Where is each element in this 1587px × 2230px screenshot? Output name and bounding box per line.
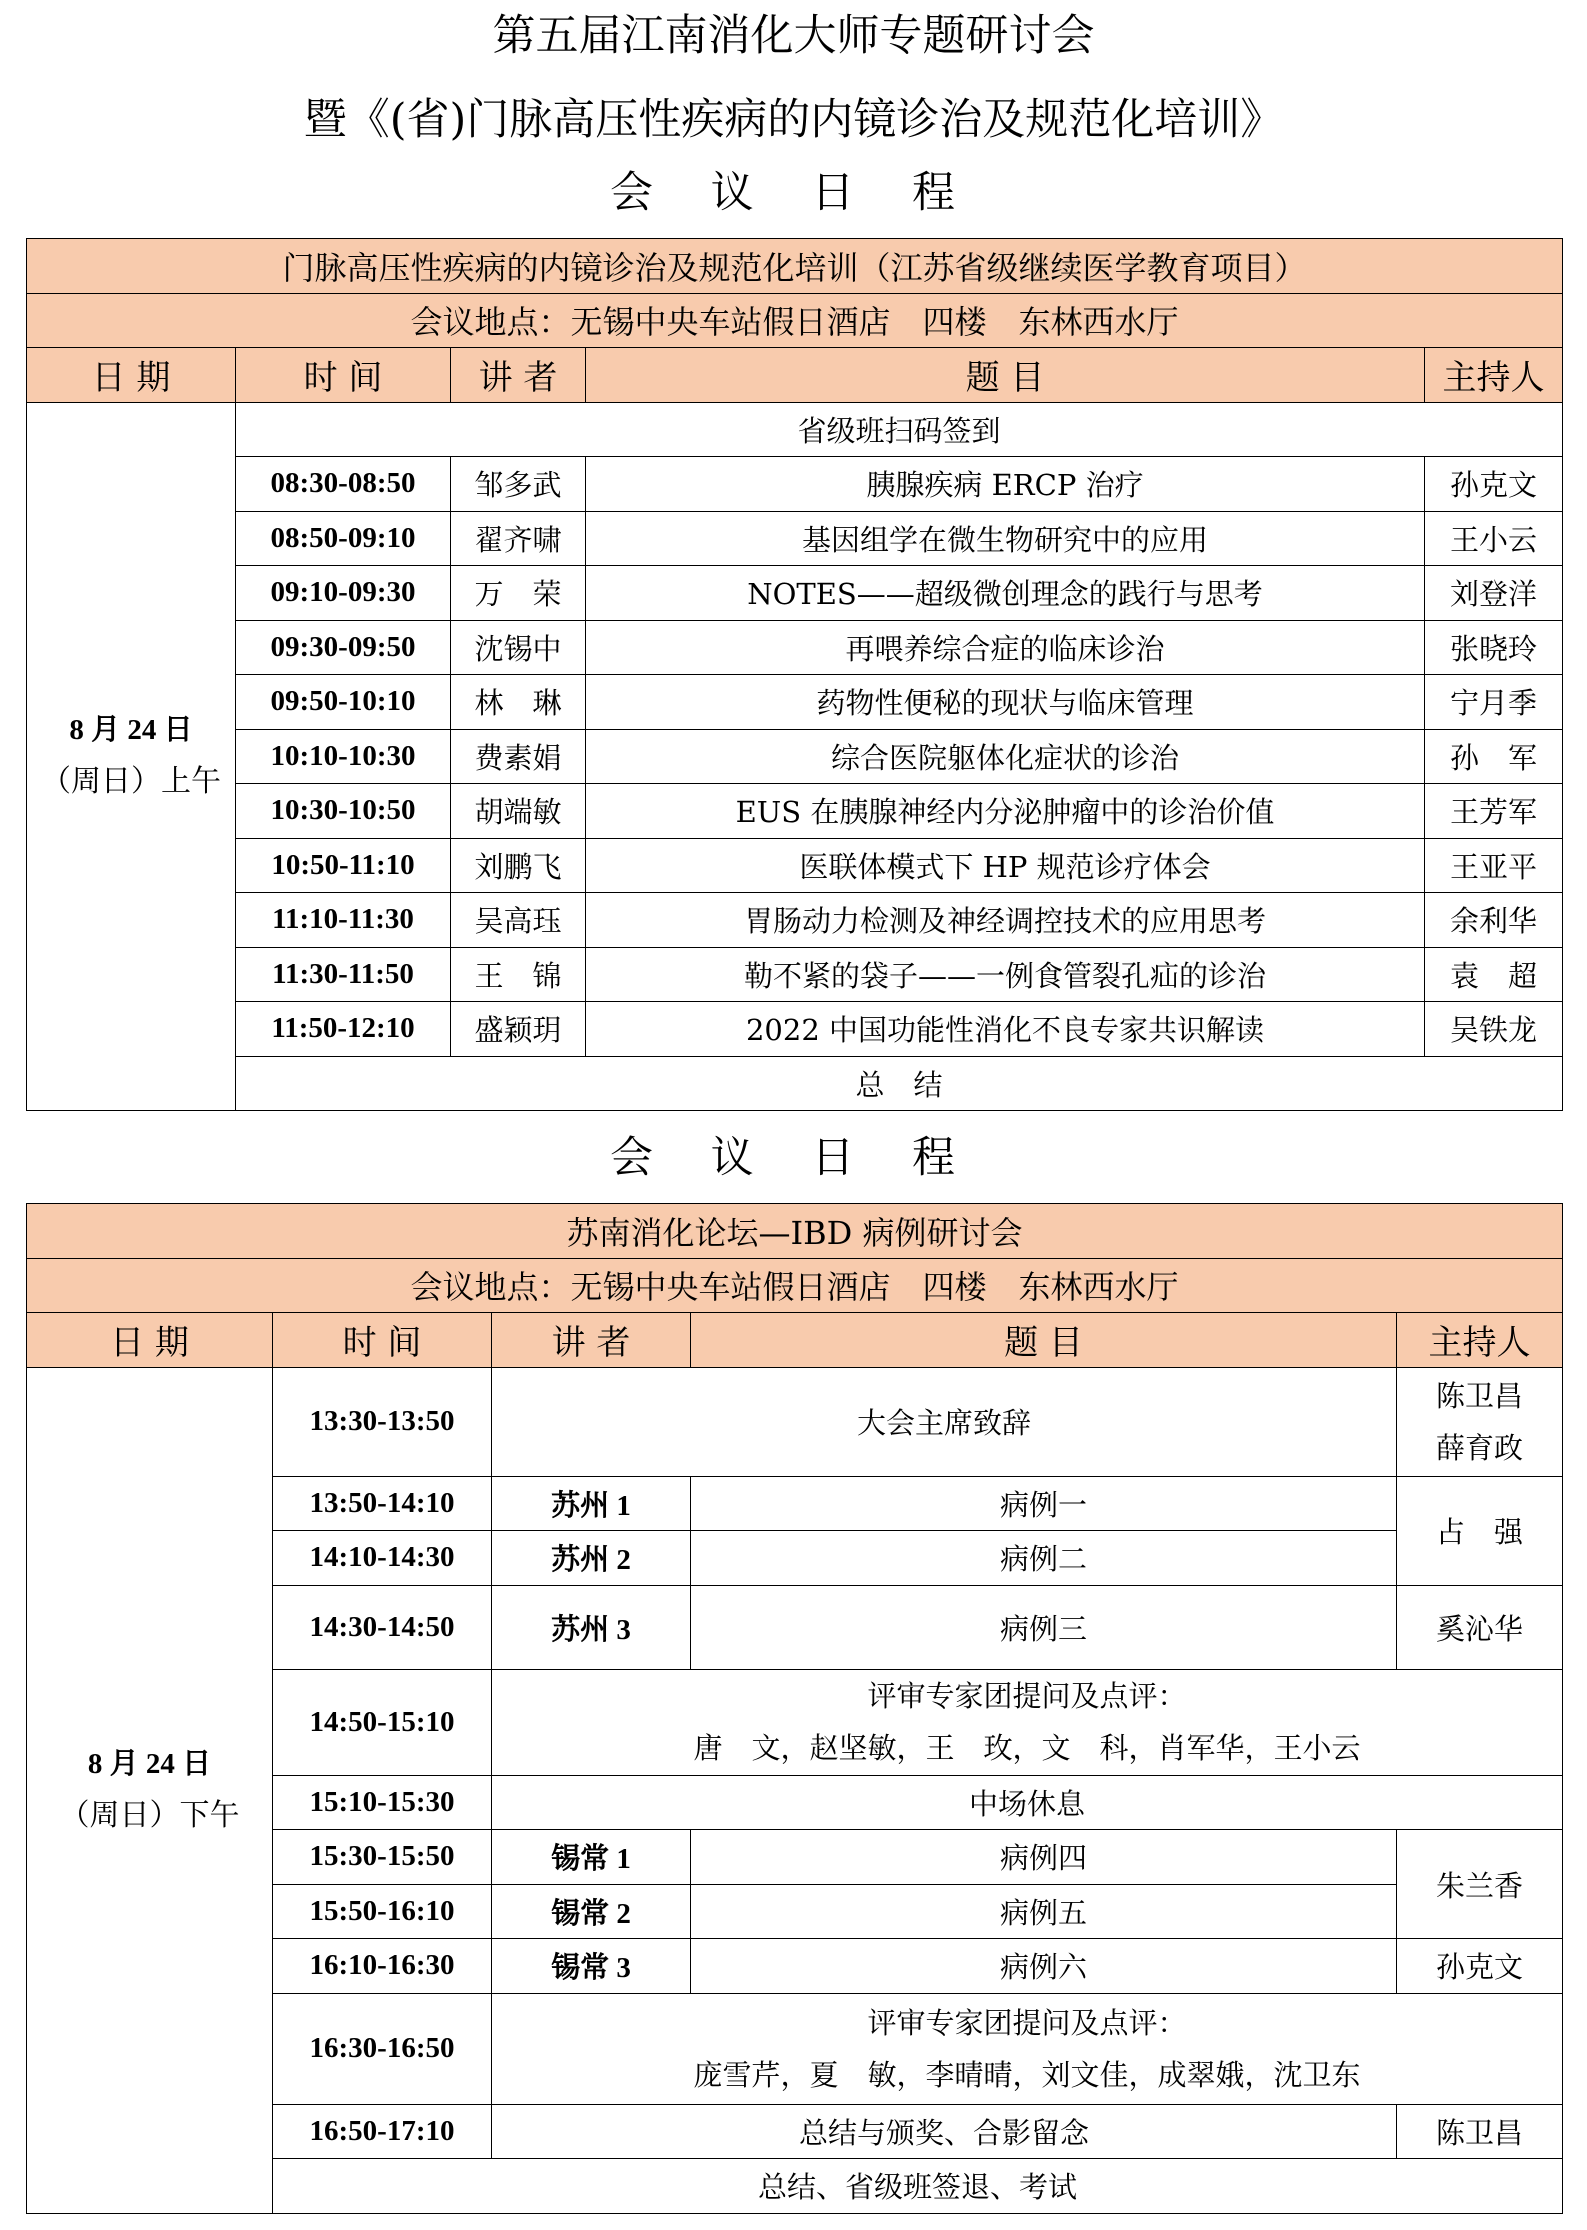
host [1397,1367,1563,1476]
topic: 病例一 [691,1476,1397,1531]
topic: 病例四 [691,1830,1397,1885]
host: 袁 超 [1425,947,1563,1002]
col-time: 时 间 [236,348,451,403]
table-row [27,838,1563,893]
time: 15:30-15:50 [273,1830,492,1885]
schedule-heading-2: 会 议 日 程 [609,1133,977,1183]
time: 08:50-09:10 [236,511,451,566]
col-host: 主持人 [1397,1313,1563,1368]
date-line2: （周日）上午 [41,764,221,800]
topic: 胃肠动力检测及神经调控技术的应用思考 [586,893,1425,948]
topic: 综合医院躯体化症状的诊治 [586,729,1425,784]
topic: 总结与颁奖、合影留念 [492,2104,1397,2159]
summary: 总 结 [236,1056,1563,1111]
speaker: 费素娟 [451,729,586,784]
signin: 省级班扫码签到 [236,402,1563,457]
topic: 病例六 [691,1939,1397,1994]
time: 11:30-11:50 [236,947,451,1002]
topic: 2022 中国功能性消化不良专家共识解读 [586,1002,1425,1057]
table-row [27,566,1563,621]
topic: 病例二 [691,1531,1397,1586]
time: 16:50-17:10 [273,2104,492,2159]
speaker: 苏州 1 [492,1476,691,1531]
topic: 病例三 [691,1585,1397,1669]
review-experts: 庞雪芹，夏 敏，李晴晴，刘文佳，成翠娥，沈卫东 [693,2057,1361,2092]
venue-row [27,293,1563,348]
time: 13:30-13:50 [273,1367,492,1476]
table-row [27,1002,1563,1057]
table-row [27,675,1563,730]
host: 王小云 [1425,511,1563,566]
host-line1: 陈卫昌 [1436,1378,1524,1413]
topic: 胰腺疾病 ERCP 治疗 [586,457,1425,512]
host: 孙克文 [1425,457,1563,512]
venue-row [27,1258,1563,1313]
time: 16:10-16:30 [273,1939,492,1994]
col-date: 日 期 [27,348,236,403]
host: 陈卫昌 [1397,2104,1563,2159]
review-heading: 评审专家团提问及点评： [867,2005,1187,2040]
session-title-row [27,239,1563,294]
venue: 会议地点：无锡中央车站假日酒店 四楼 东林西水厅 [27,293,1563,348]
conference-title: 第五届江南消化大师专题研讨会 [492,11,1095,61]
time: 09:10-09:30 [236,566,451,621]
schedule-heading: 会 议 日 程 [609,168,977,218]
host: 孙克文 [1397,1939,1563,1994]
table-row [27,784,1563,839]
speaker: 吴高珏 [451,893,586,948]
time: 11:10-11:30 [236,893,451,948]
topic: 勒不紧的袋子——一例食管裂孔疝的诊治 [586,947,1425,1002]
column-header-row [27,1313,1563,1368]
time: 16:30-16:50 [273,1993,492,2104]
time: 14:30-14:50 [273,1585,492,1669]
table-row [27,620,1563,675]
host: 奚沁华 [1397,1585,1563,1669]
col-speaker: 讲 者 [451,348,586,403]
summary-row [27,1056,1563,1111]
table-row [27,729,1563,784]
speaker: 胡端敏 [451,784,586,839]
final-summary: 总结、省级班签退、考试 [273,2159,1563,2214]
speaker: 王 锦 [451,947,586,1002]
topic: 药物性便秘的现状与临床管理 [586,675,1425,730]
speaker: 锡常 3 [492,1939,691,1994]
conference-subtitle: 暨《(省)门脉高压性疾病的内镜诊治及规范化培训》 [303,95,1284,145]
date-cell [27,1367,273,2213]
time: 11:50-12:10 [236,1002,451,1057]
review-panel [492,1993,1563,2104]
col-topic: 题 目 [691,1313,1397,1368]
topic: EUS 在胰腺神经内分泌肿瘤中的诊治价值 [586,784,1425,839]
session-title: 门脉高压性疾病的内镜诊治及规范化培训（江苏省级继续医学教育项目） [27,239,1563,294]
afternoon-schedule-table [26,1203,1563,2214]
col-time: 时 间 [273,1313,492,1368]
host: 刘登洋 [1425,566,1563,621]
review-heading: 评审专家团提问及点评： [867,1679,1187,1713]
time: 13:50-14:10 [273,1476,492,1531]
date-line1: 8 月 24 日 [87,1748,212,1780]
topic: 病例五 [691,1884,1397,1939]
host: 朱兰香 [1397,1830,1563,1939]
venue: 会议地点：无锡中央车站假日酒店 四楼 东林西水厅 [27,1258,1563,1313]
time: 10:50-11:10 [236,838,451,893]
host: 吴铁龙 [1425,1002,1563,1057]
host: 余利华 [1425,893,1563,948]
table-row [27,947,1563,1002]
speaker: 沈锡中 [451,620,586,675]
table-row [27,893,1563,948]
time: 10:30-10:50 [236,784,451,839]
col-speaker: 讲 者 [492,1313,691,1368]
morning-schedule-table [26,238,1563,1111]
table-row [27,511,1563,566]
time: 09:30-09:50 [236,620,451,675]
time: 15:10-15:30 [273,1775,492,1830]
opening-row [27,1367,1563,1476]
topic: 再喂养综合症的临床诊治 [586,620,1425,675]
speaker: 万 荣 [451,566,586,621]
time: 08:30-08:50 [236,457,451,512]
topic: 中场休息 [492,1775,1563,1830]
time: 14:50-15:10 [273,1669,492,1775]
speaker: 刘鹏飞 [451,838,586,893]
time: 14:10-14:30 [273,1531,492,1586]
host: 宁月季 [1425,675,1563,730]
session-title-row [27,1204,1563,1259]
topic: NOTES——超级微创理念的践行与思考 [586,566,1425,621]
host: 王芳军 [1425,784,1563,839]
speaker: 锡常 1 [492,1830,691,1885]
topic: 大会主席致辞 [492,1367,1397,1476]
col-host: 主持人 [1425,348,1563,403]
time: 15:50-16:10 [273,1884,492,1939]
date-line2: （周日）下午 [59,1798,240,1833]
date-cell [27,402,236,1111]
speaker: 锡常 2 [492,1884,691,1939]
speaker: 邹多武 [451,457,586,512]
time: 09:50-10:10 [236,675,451,730]
host: 张晓玲 [1425,620,1563,675]
speaker: 苏州 3 [492,1585,691,1669]
topic: 医联体模式下 HP 规范诊疗体会 [586,838,1425,893]
host: 占 强 [1397,1476,1563,1585]
speaker: 苏州 2 [492,1531,691,1586]
time: 10:10-10:30 [236,729,451,784]
date-line1: 8 月 24 日 [69,714,193,747]
speaker: 盛颖玥 [451,1002,586,1057]
speaker: 翟齐啸 [451,511,586,566]
host: 孙 军 [1425,729,1563,784]
table-row [27,457,1563,512]
topic: 基因组学在微生物研究中的应用 [586,511,1425,566]
col-topic: 题 目 [586,348,1425,403]
review-panel [492,1669,1563,1775]
review-experts: 唐 文，赵坚敏，王 玫，文 科，肖军华，王小云 [693,1731,1361,1765]
speaker: 林 琳 [451,675,586,730]
host-line2: 薛育政 [1436,1430,1524,1465]
host: 王亚平 [1425,838,1563,893]
col-date: 日 期 [27,1313,273,1368]
column-header-row [27,348,1563,403]
signin-row [27,402,1563,457]
session-title: 苏南消化论坛—IBD 病例研讨会 [27,1204,1563,1259]
